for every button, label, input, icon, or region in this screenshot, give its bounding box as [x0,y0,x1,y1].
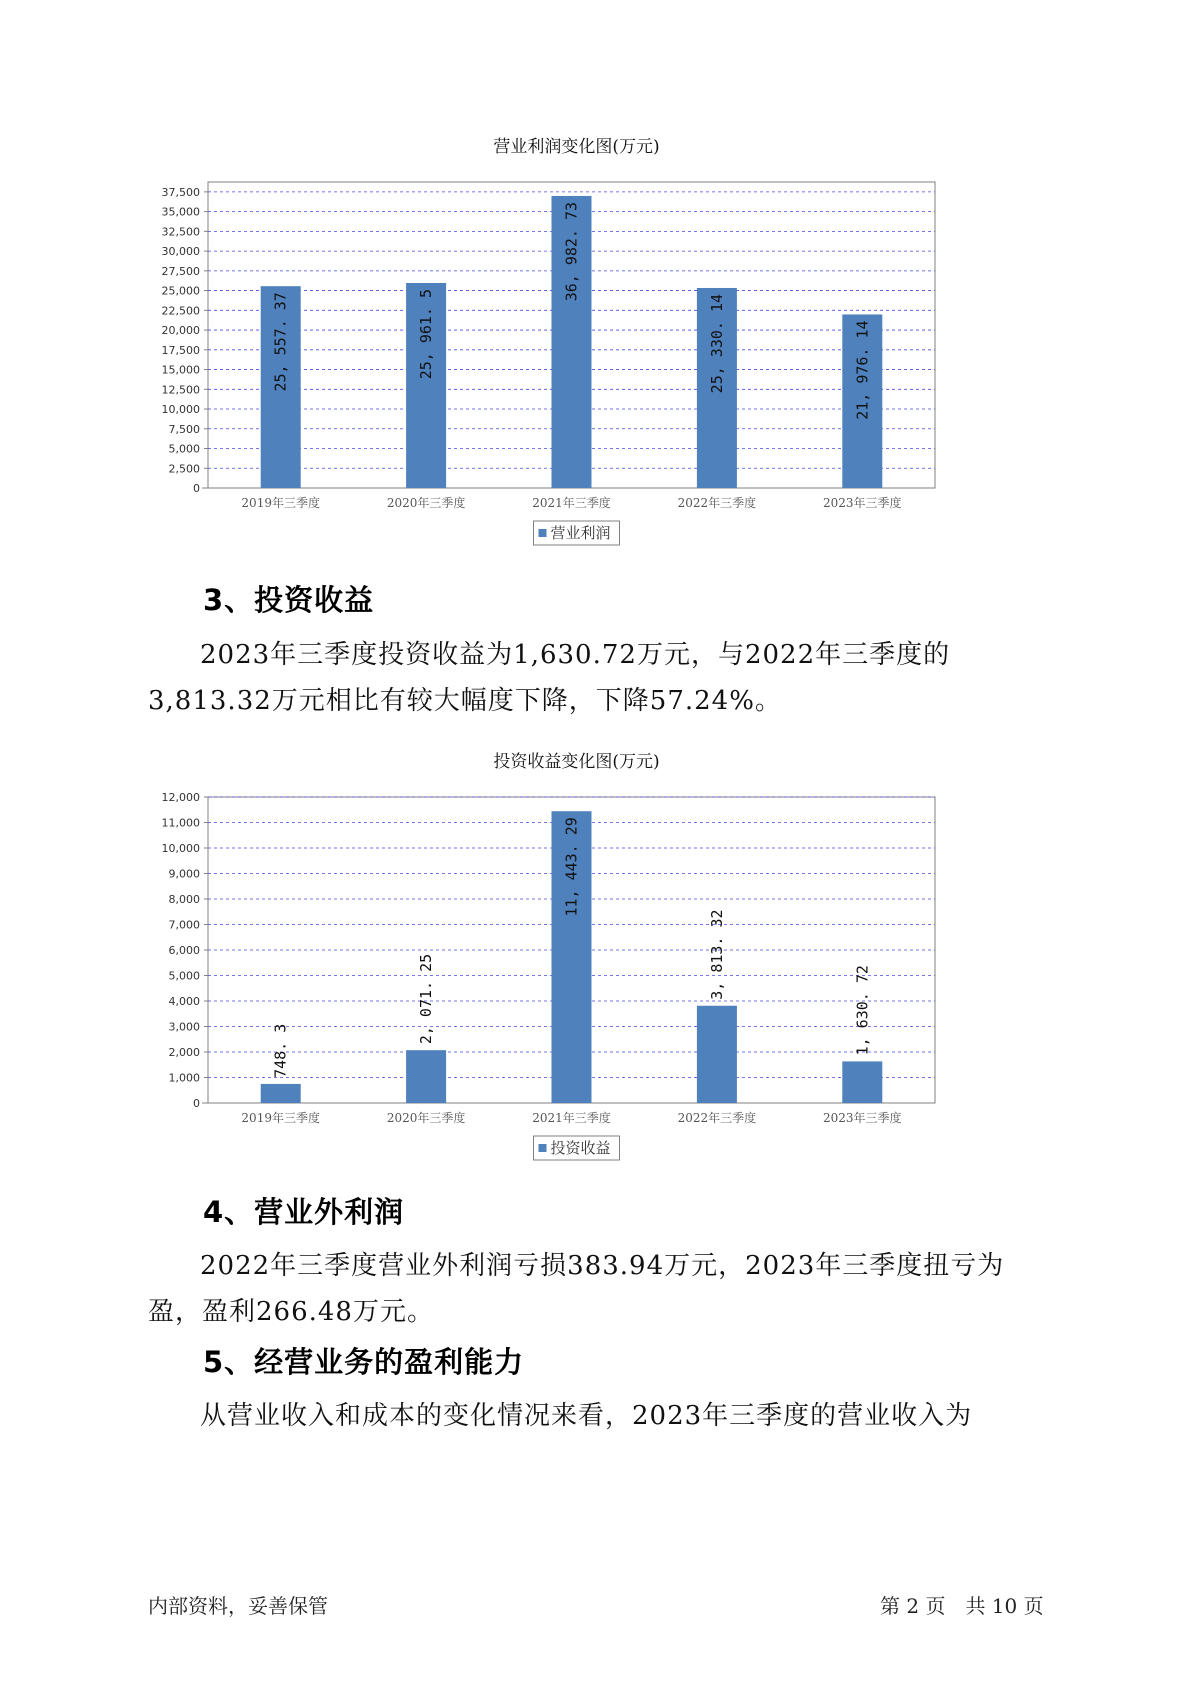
x-tick-label: 2020年三季度 [386,1111,466,1125]
x-tick-label: 2019年三季度 [241,496,320,510]
y-tick-label: 1,000 [168,1071,200,1085]
x-tick-label: 2021年三季度 [532,496,611,510]
paragraph-profitability: 从营业收入和成本的变化情况来看，2023年三季度的营业收入为 [200,1401,973,1431]
data-label: 21, 976. 14 [853,320,872,420]
data-label: 1, 630. 72 [853,965,872,1056]
legend-swatch [539,1144,547,1152]
y-tick-label: 32,500 [161,225,200,239]
y-tick-label: 2,000 [168,1046,200,1059]
investment-income-chart-svg [150,735,1050,1175]
operating-profit-chart [150,120,1050,560]
bar [261,1084,301,1103]
legend-label: 投资收益 [550,1139,611,1157]
footer-confidential-note: 内部资料，妥善保管 [148,1594,328,1618]
y-tick-label: 22,500 [161,304,200,318]
section-title-investment-income: 3、投资收益 [203,583,375,617]
paragraph-non-operating-profit: 2022年三季度营业外利润亏损383.94万元，2023年三季度扭亏为盈，盈利266.48万元。 [148,1251,1005,1327]
section-title-non-operating-profit: 4、营业外利润 [203,1195,405,1229]
y-tick-label: 15,000 [161,363,200,377]
data-label: 25, 557. 37 [271,292,290,392]
y-tick-label: 27,500 [161,264,200,278]
data-label: 3, 813. 32 [707,909,726,1000]
y-tick-label: 8,000 [168,893,200,906]
y-tick-label: 5,000 [168,969,200,983]
y-tick-label: 0 [193,482,200,495]
chart-title: 营业利润变化图(万元) [493,137,660,157]
data-label: 2, 071. 25 [417,953,436,1045]
y-tick-label: 20,000 [161,324,200,338]
x-tick-label: 2022年三季度 [677,1111,757,1125]
y-tick-label: 0 [193,1097,200,1110]
y-tick-label: 35,000 [161,205,200,219]
data-label: 25, 330. 14 [707,293,726,394]
y-tick-label: 37,500 [161,185,200,199]
y-tick-label: 9,000 [168,867,200,881]
operating-profit-chart-svg [150,120,1050,560]
data-label: 25, 961. 5 [417,288,436,380]
y-tick-label: 17,500 [161,343,200,357]
y-tick-label: 6,000 [168,944,200,957]
legend-swatch [539,529,547,537]
data-label: 748. 3 [271,1023,290,1078]
footer-page-number: 第 2 页 共 10 页 [880,1594,1044,1618]
x-tick-label: 2021年三季度 [532,1111,611,1125]
y-tick-label: 10,000 [161,403,200,417]
y-tick-label: 3,000 [168,1020,200,1034]
y-tick-label: 12,500 [161,383,200,397]
y-tick-label: 7,000 [168,918,200,932]
chart-title: 投资收益变化图(万元) [493,752,660,772]
x-tick-label: 2019年三季度 [241,1111,320,1125]
y-tick-label: 30,000 [161,245,200,259]
x-tick-label: 2022年三季度 [677,496,757,510]
bar [697,1006,737,1103]
y-tick-label: 25,000 [161,284,200,298]
bar [406,1050,446,1103]
y-tick-label: 4,000 [168,995,200,1008]
y-tick-label: 12,000 [161,791,200,804]
investment-income-chart [150,735,1050,1175]
data-label: 11, 443. 29 [562,817,581,917]
section-title-profitability: 5、经营业务的盈利能力 [203,1345,525,1379]
y-tick-label: 5,000 [168,442,200,456]
legend-label: 营业利润 [550,524,611,542]
y-tick-label: 2,500 [168,462,200,476]
x-tick-label: 2020年三季度 [386,496,466,510]
bar [842,1061,882,1103]
y-tick-label: 10,000 [161,842,200,855]
x-tick-label: 2023年三季度 [823,1111,902,1125]
y-tick-label: 11,000 [161,816,200,830]
y-tick-label: 7,500 [168,422,200,436]
x-tick-label: 2023年三季度 [823,496,902,510]
data-label: 36, 982. 73 [562,201,581,302]
paragraph-investment-income: 2023年三季度投资收益为1,630.72万元，与2022年三季度的3,813.32万元相比有较大幅度下降，下降57.24%。 [148,640,951,716]
